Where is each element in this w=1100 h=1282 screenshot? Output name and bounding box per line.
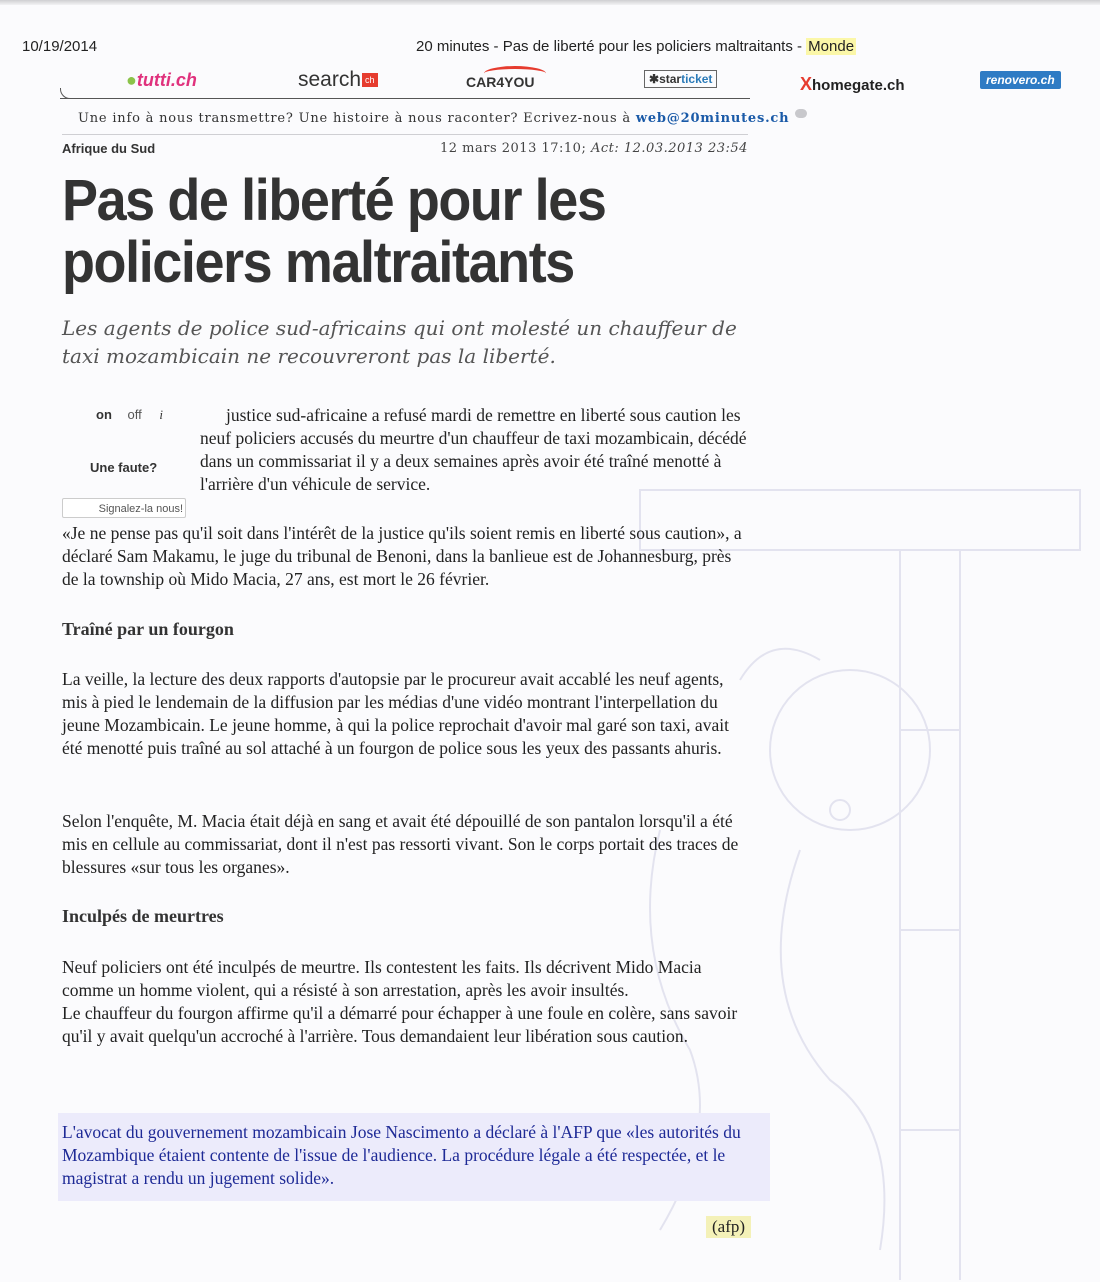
starticket-label-b: ticket <box>681 72 713 86</box>
print-date: 10/19/2014 <box>22 38 98 55</box>
starticket-label-a: star <box>659 72 682 86</box>
tipline-email-link[interactable]: web@20minutes.ch <box>635 111 790 126</box>
article-paragraph-4: Selon l'enquête, M. Macia était déjà en sang et avait été dépouillé de son pantalon lorsqu'il a été mis en cellule au commissariat, dont il n'est pas ressorti vivant. Son le corps portait des traces de blessures «sur tous les organes». <box>62 811 739 877</box>
article-credit: (afp) <box>706 1216 751 1238</box>
scan-edge <box>0 0 1100 5</box>
speech-bubble-icon <box>795 109 807 118</box>
tutti-label: tutti <box>136 70 171 90</box>
info-icon[interactable]: i <box>159 407 163 422</box>
article-updated: Act: 12.03.2013 23:54 <box>590 141 748 156</box>
tutti-suffix: .ch <box>170 70 197 90</box>
print-title <box>416 38 856 55</box>
partner-divider <box>60 98 750 99</box>
tutti-dot-icon: ● <box>126 70 137 90</box>
article-lead: Les agents de police sud-africains qui ont molesté un chauffeur de taxi mozambicain ne recouvreront pas la liberté. <box>62 316 737 368</box>
partner-tutti-link[interactable] <box>126 70 197 91</box>
tipline-divider <box>62 134 748 135</box>
star-icon: ✱ <box>649 72 660 86</box>
report-error-button[interactable]: Signalez-la nous! <box>62 498 186 518</box>
article-paragraph-7: L'avocat du gouvernement mozambicain Jose Nascimento a déclaré à l'AFP que «les autorités du Mozambique étaient contente de l'issue de l'audience. La procédure légale a été respectée, et le magistrat a rendu un jugement solide». <box>62 1122 741 1188</box>
partner-search-link[interactable] <box>298 68 378 92</box>
homegate-label: homegate.ch <box>812 77 905 94</box>
partner-renovero-link[interactable]: renovero.ch <box>980 71 1061 89</box>
article-paragraph-6: Le chauffeur du fourgon affirme qu'il a démarré pour échapper à une foule en colère, sans savoir qu'il y avait quelqu'un accroché à l'arrière. Tous demandaient leur libération sous caution. <box>62 1003 738 1046</box>
article-paragraph-5: Neuf policiers ont été inculpés de meurtre. Ils contestent les faits. Ils décrivent Mido Macia comme un homme violent, qui a résisté à son arrestation, après les avoir insultés. <box>62 957 702 1000</box>
toggle-on-button[interactable]: on <box>96 407 112 422</box>
car4you-label: CAR4YOU <box>466 74 535 90</box>
homegate-x-icon: X <box>800 74 813 94</box>
article-paragraph-2: «Je ne pense pas qu'il soit dans l'intérêt de la justice qu'ils soient remis en liberté sous caution», a déclaré Sam Makamu, le juge du tribunal de Benoni, dans la banlieue est de Johannesburg, près de la township où Mido Macia, 27 ans, est mort le 26 février. <box>62 523 742 589</box>
print-title-text: 20 minutes - Pas de liberté pour les policiers maltraitants - <box>416 38 807 55</box>
article-date: 12 mars 2013 17:10; <box>440 141 591 156</box>
rating-toggle <box>96 407 163 423</box>
article-subhead-1: Traîné par un fourgon <box>62 619 234 639</box>
search-label: search <box>298 68 362 91</box>
article-paragraph-1: justice sud-africaine a refusé mardi de remettre en liberté sous caution les neuf policiers accusés du meurtre d'un chauffeur de taxi mozambicain, décédé dans un commissariat il y a deux semaines après avoir été traîné menotté à l'arrière d'un véhicule de service. <box>200 405 747 494</box>
article-section[interactable]: Afrique du Sud <box>62 141 156 156</box>
toggle-off-button[interactable]: off <box>127 407 142 422</box>
partner-starticket-link[interactable] <box>644 70 717 88</box>
article-dateline <box>440 141 748 156</box>
article-subhead-2: Inculpés de meurtres <box>62 906 224 926</box>
article-headline: Pas de liberté pour les policiers maltraitants <box>62 168 606 295</box>
tipline <box>78 111 807 126</box>
tipline-text: Une info à nous transmettre? Une histoire à nous raconter? Ecrivez-nous à <box>78 111 636 126</box>
car-arc-icon <box>484 66 546 81</box>
error-label: Une faute? <box>90 460 158 475</box>
article-paragraph-3: La veille, la lecture des deux rapports d'autopsie par le procureur avait accablé les neuf agents, mis à pied le lendemain de la diffusion par les médias d'une vidéo montrant l'interpellation du jeune Mozambicain. Le jeune homme, à qui la police reprochait d'avoir mal garé son taxi, avait été menotté puis traîné au sol attaché à un fourgon de police sous les yeux des passants ahuris. <box>62 669 729 758</box>
partner-homegate-link[interactable] <box>800 74 905 95</box>
print-title-section: Monde <box>808 38 855 55</box>
article-paragraph-group <box>62 956 752 1048</box>
partner-bar <box>60 66 1070 100</box>
partner-car4you-link[interactable] <box>466 74 534 90</box>
search-suffix: ch <box>362 73 378 87</box>
